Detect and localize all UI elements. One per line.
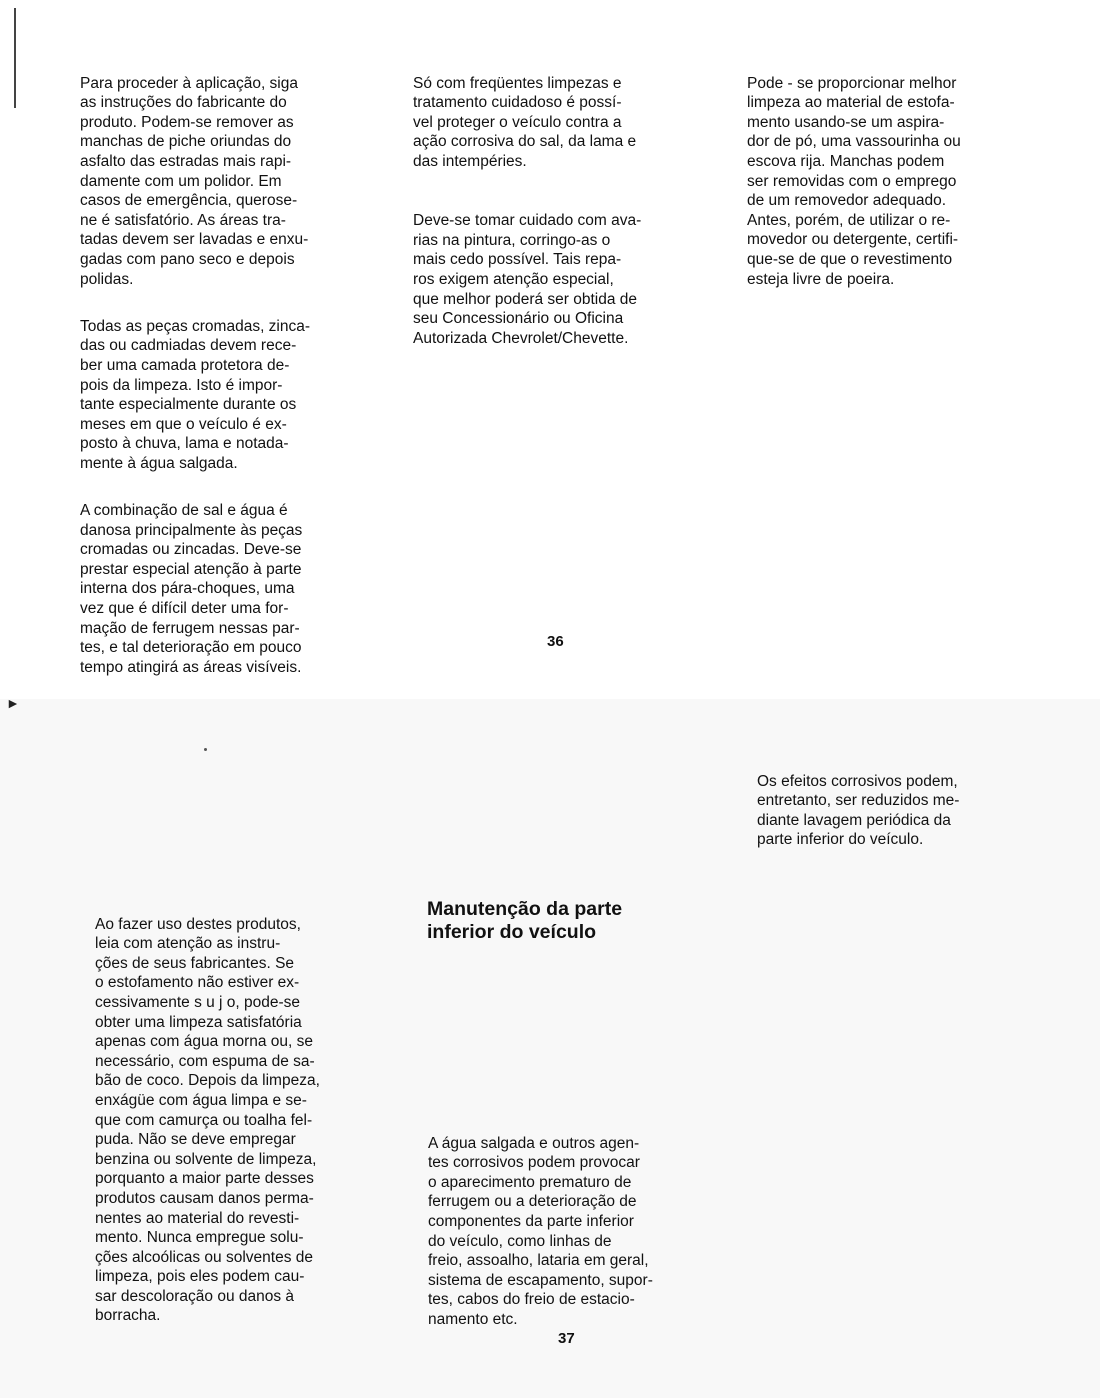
ink-speck — [204, 748, 207, 751]
page37-column-1 — [95, 895, 380, 1354]
paragraph: Ao fazer uso destes produtos, leia com atenção as instru- ções de seus fabricantes. Se o estofamento não estiver ex- cessivamente s u j o, pode-se obter uma limpeza satisfatória apenas com água morna ou, se necessário, com espuma de sa- bão de coco. Depois da limpeza, enxágüe com água limpa e se- que com camurça ou toalha fel- puda. Não se deve empregar benzina ou solvente de limpeza, porquanto a maior parte desses produtos causam danos perma- nentes ao material do revesti- mento. Nunca empregue solu- ções alcoólicas ou solventes de limpeza, pois eles podem cau- sar descoloração ou danos à borracha. — [95, 915, 320, 1325]
paragraph: Todas as peças cromadas, zinca- das ou cadmiadas devem rece- ber uma camada protetora de- pois da limpeza. Isto é impor- tante especialmente durante os meses em que o veículo é ex- posto à chuva, lama e notada- mente à água salgada. — [80, 317, 311, 472]
paragraph: Pode - se proporcionar melhor limpeza ao material de estofa- mento usando-se um aspira- dor de pó, uma vassourinha ou escova rija. Manchas podem ser removidas com o emprego de um removedor adequado. Antes, porém, de utilizar o re- movedor ou detergente, certifi- que-se de que o revestimento esteja livre de poeira. — [747, 74, 961, 288]
page-number: 37 — [558, 1330, 575, 1347]
paragraph: A combinação de sal e água é danosa principalmente às peças cromadas ou zincadas. Deve-se prestar especial atenção à parte interna dos pára-choques, uma vez que é difícil deter uma for- mação de ferrugem nessas par- tes, e tal deterioração em pouco tempo atingirá as áreas visíveis. — [80, 502, 303, 676]
page36-column-1 — [80, 54, 367, 705]
paragraph: Deve-se tomar cuidado com ava- rias na pintura, corringo-as o mais cedo possível. Tais repa- ros exigem atenção especial, que melhor poderá ser obtida de seu Concessionário ou Oficina Autorizada Chevrolet/Chevette. — [413, 212, 642, 347]
page-number: 36 — [547, 633, 564, 650]
paragraph: Para proceder à aplicação, siga as instruções do fabricante do produto. Podem-se remover as manchas de piche oriundas do asfalto das estradas mais rapi- damente com um polidor. Em casos de emergência, querose- ne é satisfatório. As áreas tra- tadas devem ser lavadas e enxu- gadas com pano seco e depois polidas. — [80, 74, 309, 288]
page37-column-3 — [757, 752, 1040, 878]
section-heading: Manutenção da parte inferior do veículo — [427, 898, 623, 943]
paragraph: Os efeitos corrosivos podem, entretanto, ser reduzidos me- diante lavagem periódica da parte inferior do veículo. — [757, 772, 960, 849]
page36-column-2 — [413, 54, 700, 376]
page37-column-2 — [428, 1114, 711, 1357]
page36-column-3 — [747, 54, 1033, 317]
arrow-marker-icon: ► — [6, 695, 20, 711]
paragraph: Só com freqüentes limpezas e tratamento cuidadoso é possí- vel proteger o veículo contra a ação corrosiva do sal, da lama e das intempéries. — [413, 74, 637, 170]
paragraph: A água salgada e outros agen- tes corrosivos podem provocar o aparecimento prematuro de ferrugem ou a deterioração de componentes da parte inferior do veículo, como linhas de freio, assoalho, lataria em geral, sistema de escapamento, supor- tes, cabos do freio de estacio- namento etc. — [428, 1134, 653, 1328]
binding-line — [14, 8, 16, 108]
